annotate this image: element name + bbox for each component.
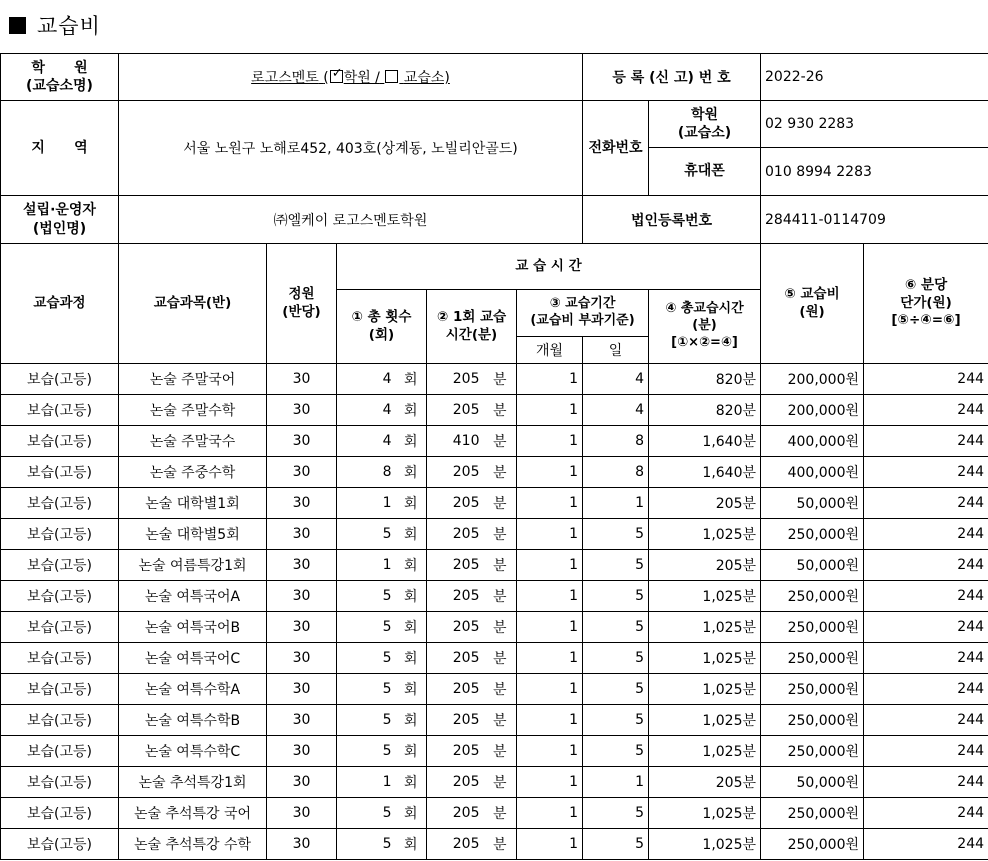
session-cell: 205 [427, 798, 484, 829]
fee-cell: 250,000원 [761, 612, 864, 643]
region-label: 지 역 [1, 101, 119, 196]
subject-cell: 논술 대학별5회 [119, 519, 267, 550]
total-time-cell: 205분 [649, 550, 761, 581]
count-unit: 회 [396, 829, 427, 860]
table-row [1, 643, 988, 674]
fee-cell: 250,000원 [761, 519, 864, 550]
session-cell: 205 [427, 519, 484, 550]
days-cell: 1 [583, 767, 649, 798]
total-time-cell: 1,025분 [649, 674, 761, 705]
mobile-value: 010 8994 2283 [761, 148, 988, 196]
total-time-cell: 1,025분 [649, 829, 761, 860]
days-cell: 5 [583, 612, 649, 643]
count-cell: 5 [337, 612, 396, 643]
fee-cell: 250,000원 [761, 705, 864, 736]
fee-cell: 200,000원 [761, 364, 864, 395]
unit-price-cell: 244 [864, 457, 988, 488]
header-total-count: ① 총 횟수 (회) [337, 290, 427, 364]
count-cell: 4 [337, 395, 396, 426]
count-cell: 1 [337, 550, 396, 581]
session-unit: 분 [484, 705, 517, 736]
session-unit: 분 [484, 674, 517, 705]
count-unit: 회 [396, 612, 427, 643]
months-cell: 1 [517, 736, 583, 767]
days-cell: 5 [583, 519, 649, 550]
unit-price-cell: 244 [864, 643, 988, 674]
total-time-cell: 1,025분 [649, 519, 761, 550]
fee-cell: 50,000원 [761, 488, 864, 519]
subject-cell: 논술 여특국어C [119, 643, 267, 674]
unit-price-cell: 244 [864, 767, 988, 798]
capacity-cell: 30 [267, 395, 337, 426]
unit-price-cell: 244 [864, 519, 988, 550]
months-cell: 1 [517, 674, 583, 705]
founder-label: 설립·운영자 (법인명) [1, 196, 119, 244]
page-title-bar [0, 0, 988, 50]
academy-name-label: 학 원 (교습소명) [1, 54, 119, 101]
header-total-time: ④ 총교습시간 (분) [①×②=④] [649, 290, 761, 364]
total-time-cell: 1,025분 [649, 736, 761, 767]
count-unit: 회 [396, 736, 427, 767]
session-cell: 205 [427, 767, 484, 798]
header-subject: 교습과목(반) [119, 244, 267, 364]
header-period: ③ 교습기간 (교습비 부과기준) [517, 290, 649, 337]
days-cell: 5 [583, 550, 649, 581]
months-cell: 1 [517, 395, 583, 426]
session-cell: 205 [427, 829, 484, 860]
months-cell: 1 [517, 364, 583, 395]
session-cell: 205 [427, 736, 484, 767]
session-unit: 분 [484, 550, 517, 581]
session-cell: 205 [427, 457, 484, 488]
total-time-cell: 1,025분 [649, 612, 761, 643]
total-time-cell: 1,640분 [649, 426, 761, 457]
session-unit: 분 [484, 488, 517, 519]
months-cell: 1 [517, 829, 583, 860]
course-cell: 보습(고등) [1, 426, 119, 457]
days-cell: 8 [583, 457, 649, 488]
unit-price-cell: 244 [864, 581, 988, 612]
course-cell: 보습(고등) [1, 705, 119, 736]
count-unit: 회 [396, 798, 427, 829]
course-cell: 보습(고등) [1, 364, 119, 395]
count-cell: 5 [337, 581, 396, 612]
session-unit: 분 [484, 581, 517, 612]
corp-reg-label: 법인등록번호 [583, 196, 761, 244]
count-unit: 회 [396, 581, 427, 612]
table-row [1, 457, 988, 488]
total-time-cell: 820분 [649, 364, 761, 395]
capacity-cell: 30 [267, 581, 337, 612]
course-cell: 보습(고등) [1, 829, 119, 860]
header-months: 개월 [517, 337, 583, 364]
count-cell: 1 [337, 767, 396, 798]
hagwon-checkbox[interactable] [330, 70, 343, 83]
capacity-cell: 30 [267, 550, 337, 581]
count-unit: 회 [396, 395, 427, 426]
session-unit: 분 [484, 395, 517, 426]
header-course: 교습과정 [1, 244, 119, 364]
fee-cell: 250,000원 [761, 736, 864, 767]
months-cell: 1 [517, 767, 583, 798]
capacity-cell: 30 [267, 364, 337, 395]
fee-cell: 250,000원 [761, 829, 864, 860]
fee-cell: 250,000원 [761, 581, 864, 612]
count-cell: 8 [337, 457, 396, 488]
count-unit: 회 [396, 767, 427, 798]
academy-name-value: 로고스멘토 (✓ 학원 / 교습소) [251, 70, 450, 86]
course-cell: 보습(고등) [1, 519, 119, 550]
subject-cell: 논술 대학별1회 [119, 488, 267, 519]
months-cell: 1 [517, 488, 583, 519]
months-cell: 1 [517, 643, 583, 674]
session-unit: 분 [484, 364, 517, 395]
subject-cell: 논술 여특수학A [119, 674, 267, 705]
table-row [1, 426, 988, 457]
count-unit: 회 [396, 550, 427, 581]
mobile-label: 휴대폰 [649, 148, 761, 196]
session-unit: 분 [484, 798, 517, 829]
unit-price-cell: 244 [864, 829, 988, 860]
subject-cell: 논술 주말국수 [119, 426, 267, 457]
course-cell: 보습(고등) [1, 798, 119, 829]
fee-cell: 50,000원 [761, 767, 864, 798]
capacity-cell: 30 [267, 488, 337, 519]
months-cell: 1 [517, 457, 583, 488]
table-row [1, 519, 988, 550]
table-row [1, 612, 988, 643]
founder-value: ㈜엘케이 로고스멘토학원 [119, 196, 583, 244]
count-unit: 회 [396, 457, 427, 488]
table-row [1, 736, 988, 767]
subject-cell: 논술 추석특강 국어 [119, 798, 267, 829]
academy-name-cell [119, 54, 583, 101]
total-time-cell: 1,025분 [649, 643, 761, 674]
fee-cell: 200,000원 [761, 395, 864, 426]
table-row [1, 767, 988, 798]
subject-cell: 논술 여름특강1회 [119, 550, 267, 581]
count-unit: 회 [396, 488, 427, 519]
table-row [1, 364, 988, 395]
count-cell: 5 [337, 519, 396, 550]
fee-cell: 250,000원 [761, 674, 864, 705]
session-unit: 분 [484, 643, 517, 674]
capacity-cell: 30 [267, 519, 337, 550]
registration-number: 2022-26 [761, 54, 988, 101]
header-unit-price: ⑥ 분당 단가(원) [⑤÷④=⑥] [864, 244, 988, 364]
subject-cell: 논술 주중수학 [119, 457, 267, 488]
phone-academy-label: 학원 (교습소) [649, 101, 761, 148]
unit-price-cell: 244 [864, 395, 988, 426]
unit-price-cell: 244 [864, 798, 988, 829]
header-days: 일 [583, 337, 649, 364]
course-cell: 보습(고등) [1, 643, 119, 674]
capacity-cell: 30 [267, 426, 337, 457]
address-value: 서울 노원구 노해로452, 403호(상계동, 노빌리안골드) [119, 101, 583, 196]
days-cell: 5 [583, 829, 649, 860]
days-cell: 5 [583, 643, 649, 674]
session-cell: 205 [427, 705, 484, 736]
total-time-cell: 820분 [649, 395, 761, 426]
unit-price-cell: 244 [864, 364, 988, 395]
days-cell: 5 [583, 581, 649, 612]
total-time-cell: 1,025분 [649, 705, 761, 736]
subject-cell: 논술 여특국어A [119, 581, 267, 612]
subject-cell: 논술 추석특강 수학 [119, 829, 267, 860]
unit-price-cell: 244 [864, 736, 988, 767]
square-bullet-icon [9, 17, 26, 34]
unit-price-cell: 244 [864, 612, 988, 643]
session-unit: 분 [484, 767, 517, 798]
course-cell: 보습(고등) [1, 612, 119, 643]
count-cell: 5 [337, 829, 396, 860]
count-cell: 5 [337, 736, 396, 767]
days-cell: 1 [583, 488, 649, 519]
capacity-cell: 30 [267, 736, 337, 767]
session-unit: 분 [484, 426, 517, 457]
days-cell: 8 [583, 426, 649, 457]
header-per-session: ② 1회 교습 시간(분) [427, 290, 517, 364]
fee-cell: 400,000원 [761, 457, 864, 488]
session-cell: 205 [427, 674, 484, 705]
header-lesson-time: 교 습 시 간 [337, 244, 761, 290]
days-cell: 5 [583, 674, 649, 705]
days-cell: 5 [583, 705, 649, 736]
session-cell: 205 [427, 643, 484, 674]
header-capacity: 정원 (반당) [267, 244, 337, 364]
course-cell: 보습(고등) [1, 488, 119, 519]
total-time-cell: 205분 [649, 488, 761, 519]
count-cell: 1 [337, 488, 396, 519]
session-unit: 분 [484, 829, 517, 860]
course-cell: 보습(고등) [1, 736, 119, 767]
tuition-table [0, 53, 988, 860]
course-cell: 보습(고등) [1, 581, 119, 612]
fee-cell: 400,000원 [761, 426, 864, 457]
months-cell: 1 [517, 426, 583, 457]
subject-cell: 논술 추석특강1회 [119, 767, 267, 798]
gyoseupso-checkbox[interactable] [385, 70, 398, 83]
fee-cell: 250,000원 [761, 798, 864, 829]
days-cell: 5 [583, 736, 649, 767]
unit-price-cell: 244 [864, 488, 988, 519]
course-cell: 보습(고등) [1, 550, 119, 581]
session-unit: 분 [484, 457, 517, 488]
count-unit: 회 [396, 674, 427, 705]
course-cell: 보습(고등) [1, 674, 119, 705]
table-row [1, 798, 988, 829]
unit-price-cell: 244 [864, 550, 988, 581]
capacity-cell: 30 [267, 829, 337, 860]
months-cell: 1 [517, 798, 583, 829]
fee-cell: 250,000원 [761, 643, 864, 674]
months-cell: 1 [517, 550, 583, 581]
table-row [1, 674, 988, 705]
table-row [1, 829, 988, 860]
unit-price-cell: 244 [864, 705, 988, 736]
days-cell: 4 [583, 395, 649, 426]
count-cell: 5 [337, 705, 396, 736]
months-cell: 1 [517, 519, 583, 550]
session-unit: 분 [484, 612, 517, 643]
capacity-cell: 30 [267, 767, 337, 798]
days-cell: 5 [583, 798, 649, 829]
registration-label: 등 록 (신 고) 번 호 [583, 54, 761, 101]
table-row [1, 488, 988, 519]
session-unit: 분 [484, 519, 517, 550]
corp-reg-number: 284411-0114709 [761, 196, 988, 244]
subject-cell: 논술 여특국어B [119, 612, 267, 643]
count-cell: 4 [337, 364, 396, 395]
table-row [1, 395, 988, 426]
unit-price-cell: 244 [864, 426, 988, 457]
page-title: 교습비 [37, 14, 101, 38]
total-time-cell: 205분 [649, 767, 761, 798]
session-cell: 205 [427, 612, 484, 643]
count-unit: 회 [396, 426, 427, 457]
phone-label: 전화번호 [583, 101, 649, 196]
capacity-cell: 30 [267, 643, 337, 674]
total-time-cell: 1,640분 [649, 457, 761, 488]
count-unit: 회 [396, 364, 427, 395]
capacity-cell: 30 [267, 457, 337, 488]
session-cell: 410 [427, 426, 484, 457]
unit-price-cell: 244 [864, 674, 988, 705]
days-cell: 4 [583, 364, 649, 395]
capacity-cell: 30 [267, 674, 337, 705]
subject-cell: 논술 여특수학C [119, 736, 267, 767]
table-row [1, 550, 988, 581]
phone-academy-value: 02 930 2283 [761, 101, 988, 148]
fee-cell: 50,000원 [761, 550, 864, 581]
total-time-cell: 1,025분 [649, 798, 761, 829]
months-cell: 1 [517, 581, 583, 612]
session-cell: 205 [427, 364, 484, 395]
session-cell: 205 [427, 550, 484, 581]
table-row [1, 705, 988, 736]
capacity-cell: 30 [267, 705, 337, 736]
session-unit: 분 [484, 736, 517, 767]
total-time-cell: 1,025분 [649, 581, 761, 612]
count-cell: 5 [337, 674, 396, 705]
count-cell: 5 [337, 643, 396, 674]
capacity-cell: 30 [267, 612, 337, 643]
months-cell: 1 [517, 705, 583, 736]
count-cell: 4 [337, 426, 396, 457]
capacity-cell: 30 [267, 798, 337, 829]
subject-cell: 논술 여특수학B [119, 705, 267, 736]
course-cell: 보습(고등) [1, 457, 119, 488]
count-unit: 회 [396, 705, 427, 736]
count-cell: 5 [337, 798, 396, 829]
subject-cell: 논술 주말국어 [119, 364, 267, 395]
course-cell: 보습(고등) [1, 395, 119, 426]
session-cell: 205 [427, 488, 484, 519]
session-cell: 205 [427, 581, 484, 612]
session-cell: 205 [427, 395, 484, 426]
subject-cell: 논술 주말수학 [119, 395, 267, 426]
months-cell: 1 [517, 612, 583, 643]
count-unit: 회 [396, 519, 427, 550]
course-cell: 보습(고등) [1, 767, 119, 798]
count-unit: 회 [396, 643, 427, 674]
table-row [1, 581, 988, 612]
header-fee: ⑤ 교습비 (원) [761, 244, 864, 364]
